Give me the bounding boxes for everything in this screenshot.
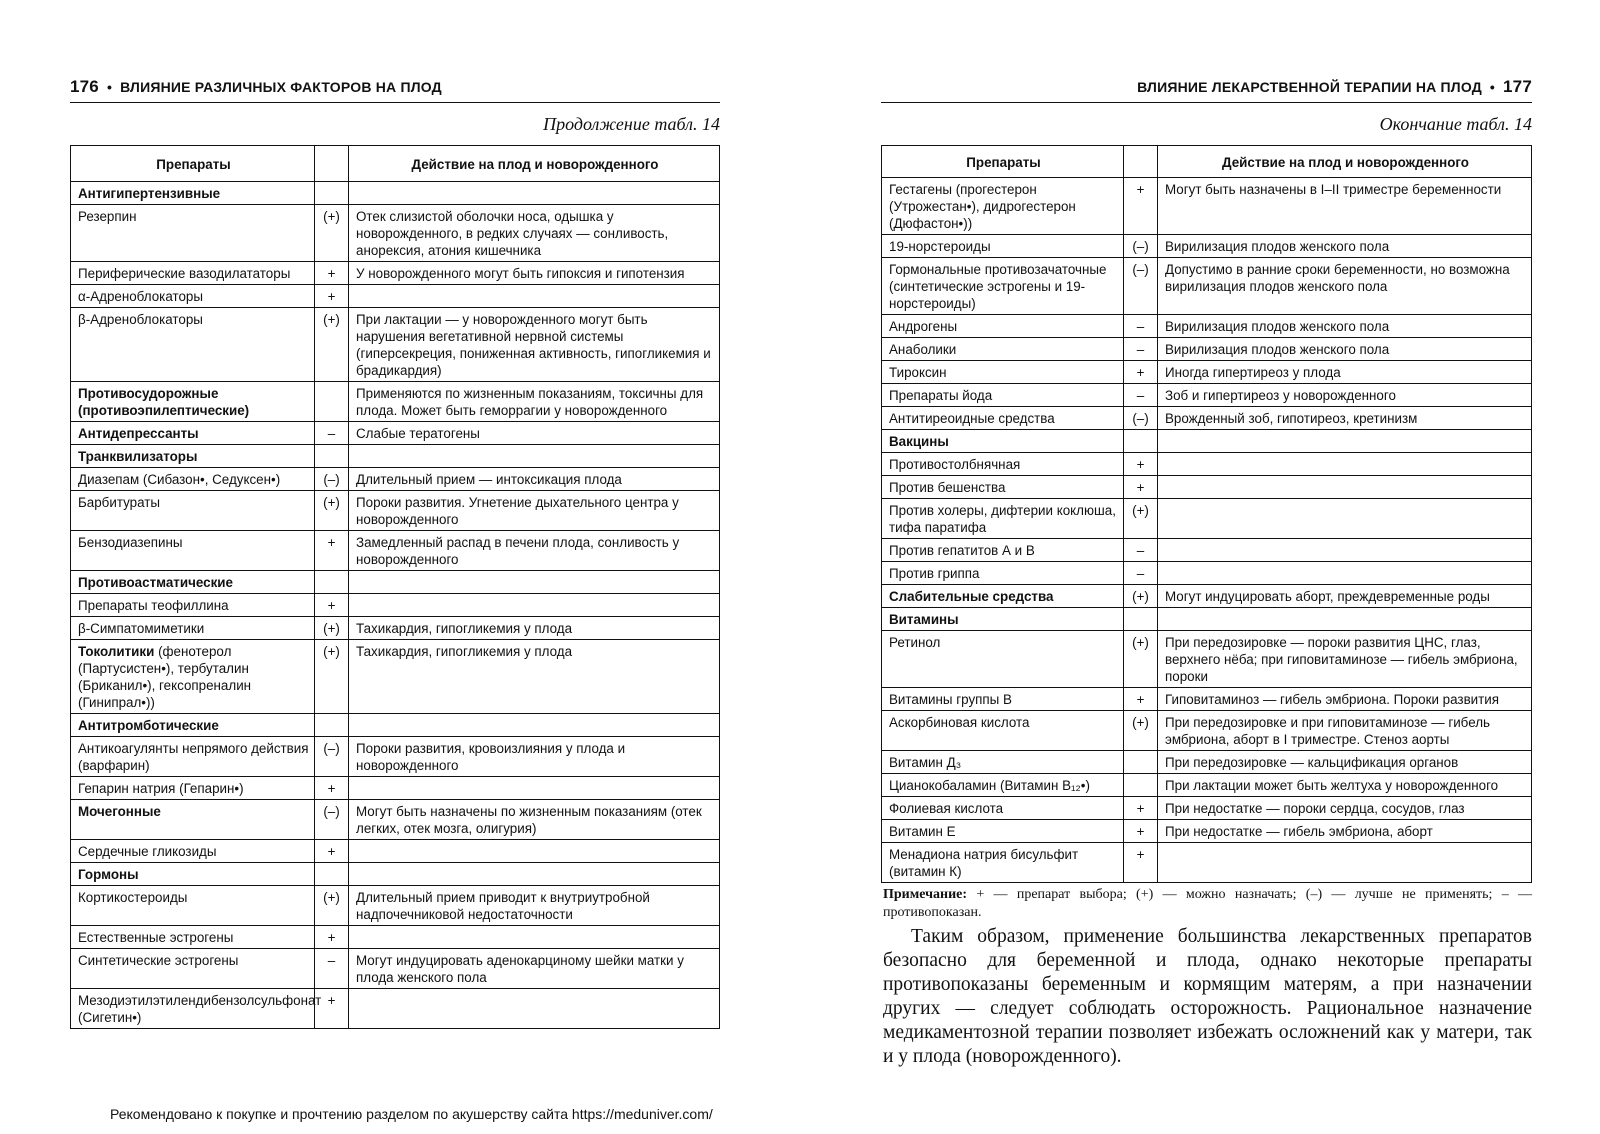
footer-recommendation[interactable]: Рекомендовано к покупке и прочтению разделом по акушерству сайта https://meduniver.com/ bbox=[110, 1106, 713, 1122]
table-row bbox=[71, 640, 720, 714]
table-row bbox=[882, 499, 1532, 539]
drug-name-cell: 19-норстероиды bbox=[882, 235, 1124, 258]
drug-name-cell: Против холеры, дифтерии коклюша, тифа паратифа bbox=[882, 499, 1124, 539]
fetal-effect-cell: Пороки развития, кровоизлияния у плода и новорожденного bbox=[349, 737, 720, 777]
recommendation-symbol: + bbox=[1124, 797, 1158, 820]
recommendation-symbol: (+) bbox=[315, 205, 349, 262]
drug-name-cell: Витамины группы В bbox=[882, 688, 1124, 711]
drug-name-cell: Мочегонные bbox=[71, 800, 315, 840]
recommendation-symbol: + bbox=[315, 840, 349, 863]
drug-name-cell: Мезодиэтилэтилендибензолсульфонат (Сигетин•) bbox=[71, 989, 315, 1029]
header-effect: Действие на плод и новорожденного bbox=[349, 146, 720, 182]
table-row bbox=[882, 384, 1532, 407]
drug-name-cell: Витамин Д₃ bbox=[882, 751, 1124, 774]
fetal-effect-cell: При передозировке и при гиповитаминозе — гибель эмбриона, аборт в I триместре. Стеноз аорты bbox=[1158, 711, 1532, 751]
table-header-row bbox=[882, 146, 1532, 178]
drug-name-cell: Антигипертензивные bbox=[71, 182, 315, 205]
drug-name-cell: Периферические вазодилататоры bbox=[71, 262, 315, 285]
drug-name-cell: Слабительные средства bbox=[882, 585, 1124, 608]
drug-name-cell: Тироксин bbox=[882, 361, 1124, 384]
drug-name-cell: Противоастматические bbox=[71, 571, 315, 594]
drug-name-cell: Препараты теофиллина bbox=[71, 594, 315, 617]
drug-name-cell: Против бешенства bbox=[882, 476, 1124, 499]
recommendation-symbol: (–) bbox=[315, 468, 349, 491]
table-row bbox=[882, 774, 1532, 797]
left-running-head bbox=[70, 78, 720, 103]
fetal-effect-cell: Вирилизация плодов женского пола bbox=[1158, 315, 1532, 338]
fetal-effect-cell: Тахикардия, гипогликемия у плода bbox=[349, 617, 720, 640]
recommendation-symbol bbox=[315, 571, 349, 594]
recommendation-symbol: (+) bbox=[1124, 499, 1158, 539]
recommendation-symbol: – bbox=[1124, 338, 1158, 361]
fetal-effect-cell bbox=[349, 926, 720, 949]
recommendation-symbol: (+) bbox=[315, 886, 349, 926]
fetal-effect-cell bbox=[349, 594, 720, 617]
drug-name-cell: Аскорбиновая кислота bbox=[882, 711, 1124, 751]
fetal-effect-cell bbox=[349, 285, 720, 308]
table-row bbox=[71, 989, 720, 1029]
recommendation-symbol: – bbox=[315, 949, 349, 989]
recommendation-symbol: + bbox=[315, 926, 349, 949]
drug-name-cell: Гепарин натрия (Гепарин•) bbox=[71, 777, 315, 800]
recommendation-symbol: + bbox=[315, 262, 349, 285]
table-row bbox=[882, 631, 1532, 688]
drug-name-cell: Против гепатитов А и В bbox=[882, 539, 1124, 562]
drug-name-cell: Анаболики bbox=[882, 338, 1124, 361]
table-row bbox=[71, 714, 720, 737]
table-row bbox=[71, 382, 720, 422]
recommendation-symbol: (+) bbox=[1124, 711, 1158, 751]
fetal-effect-cell: Зоб и гипертиреоз у новорожденного bbox=[1158, 384, 1532, 407]
fetal-effect-cell: Вирилизация плодов женского пола bbox=[1158, 338, 1532, 361]
table-row bbox=[882, 820, 1532, 843]
recommendation-symbol bbox=[315, 863, 349, 886]
fetal-effect-cell: При передозировке — кальцификация органов bbox=[1158, 751, 1532, 774]
fetal-effect-cell: Тахикардия, гипогликемия у плода bbox=[349, 640, 720, 714]
recommendation-symbol: + bbox=[1124, 820, 1158, 843]
fetal-effect-cell: Могут быть назначены в I–II триместре беременности bbox=[1158, 178, 1532, 235]
table-row bbox=[882, 711, 1532, 751]
table-row bbox=[882, 585, 1532, 608]
right-table-caption: Окончание табл. 14 bbox=[1379, 114, 1532, 134]
drug-name-cell: α-Адреноблокаторы bbox=[71, 285, 315, 308]
fetal-effect-cell: Замедленный распад в печени плода, сонливость у новорожденного bbox=[349, 531, 720, 571]
drug-name-cell: Антикоагулянты непрямого действия (варфарин) bbox=[71, 737, 315, 777]
table-row bbox=[882, 688, 1532, 711]
header-sym bbox=[1124, 146, 1158, 178]
note-text: + — препарат выбора; (+) — можно назначать; (–) — лучше не применять; – — противопоказан. bbox=[883, 887, 1532, 920]
drug-name-cell: Менадиона натрия бисульфит (витамин К) bbox=[882, 843, 1124, 883]
table-row bbox=[71, 840, 720, 863]
drug-name-cell: Вакцины bbox=[882, 430, 1124, 453]
drug-name-cell: Цианокобаламин (Витамин В₁₂•) bbox=[882, 774, 1124, 797]
recommendation-symbol: + bbox=[315, 285, 349, 308]
table-row bbox=[882, 797, 1532, 820]
table-row bbox=[71, 949, 720, 989]
drug-name-cell: Против гриппа bbox=[882, 562, 1124, 585]
recommendation-symbol: – bbox=[1124, 315, 1158, 338]
table-row bbox=[71, 617, 720, 640]
fetal-effect-cell bbox=[349, 840, 720, 863]
fetal-effect-cell bbox=[349, 445, 720, 468]
recommendation-symbol: + bbox=[1124, 178, 1158, 235]
right-drug-table bbox=[881, 145, 1532, 883]
left-running-title: ВЛИЯНИЕ РАЗЛИЧНЫХ ФАКТОРОВ НА ПЛОД bbox=[120, 79, 442, 95]
right-page-number: 177 bbox=[1503, 77, 1532, 96]
table-row bbox=[71, 445, 720, 468]
recommendation-symbol: (+) bbox=[1124, 585, 1158, 608]
table-row bbox=[71, 926, 720, 949]
fetal-effect-cell bbox=[1158, 539, 1532, 562]
fetal-effect-cell: Могут индуцировать аборт, преждевременные роды bbox=[1158, 585, 1532, 608]
recommendation-symbol: (–) bbox=[1124, 258, 1158, 315]
fetal-effect-cell: У новорожденного могут быть гипоксия и гипотензия bbox=[349, 262, 720, 285]
recommendation-symbol: + bbox=[1124, 361, 1158, 384]
fetal-effect-cell bbox=[1158, 453, 1532, 476]
drug-name-cell: β-Адреноблокаторы bbox=[71, 308, 315, 382]
recommendation-symbol bbox=[1124, 774, 1158, 797]
header-sym bbox=[315, 146, 349, 182]
table-row bbox=[71, 777, 720, 800]
table-row bbox=[71, 285, 720, 308]
header-drug: Препараты bbox=[882, 146, 1124, 178]
fetal-effect-cell: При передозировке — пороки развития ЦНС, глаз, верхнего нёба; при гиповитаминозе — гибель эмбриона, пороки bbox=[1158, 631, 1532, 688]
drug-name-cell: Резерпин bbox=[71, 205, 315, 262]
drug-name-cell: Ретинол bbox=[882, 631, 1124, 688]
table-row bbox=[71, 308, 720, 382]
table-row bbox=[71, 468, 720, 491]
table-row bbox=[71, 491, 720, 531]
header-effect: Действие на плод и новорожденного bbox=[1158, 146, 1532, 178]
fetal-effect-cell: При лактации — у новорожденного могут быть нарушения вегетативной нервной системы (гиперсекреция, пониженная активность, гипогликемия и брадикардия) bbox=[349, 308, 720, 382]
drug-name-cell: Витамин Е bbox=[882, 820, 1124, 843]
recommendation-symbol: + bbox=[1124, 688, 1158, 711]
fetal-effect-cell bbox=[349, 182, 720, 205]
table-row bbox=[882, 430, 1532, 453]
fetal-effect-cell: Гиповитаминоз — гибель эмбриона. Пороки развития bbox=[1158, 688, 1532, 711]
fetal-effect-cell bbox=[349, 863, 720, 886]
table-row bbox=[882, 315, 1532, 338]
table-row bbox=[71, 182, 720, 205]
recommendation-symbol: (–) bbox=[315, 800, 349, 840]
drug-name-cell: β-Симпатомиметики bbox=[71, 617, 315, 640]
right-running-title: ВЛИЯНИЕ ЛЕКАРСТВЕННОЙ ТЕРАПИИ НА ПЛОД bbox=[1137, 79, 1482, 95]
table-row bbox=[882, 338, 1532, 361]
table-row bbox=[71, 863, 720, 886]
recommendation-symbol: (–) bbox=[1124, 235, 1158, 258]
drug-name-cell: Антитиреоидные средства bbox=[882, 407, 1124, 430]
recommendation-symbol: (+) bbox=[1124, 631, 1158, 688]
table-row bbox=[71, 531, 720, 571]
recommendation-symbol: (–) bbox=[1124, 407, 1158, 430]
recommendation-symbol: (+) bbox=[315, 491, 349, 531]
table-row bbox=[71, 205, 720, 262]
table-note bbox=[883, 886, 1532, 922]
drug-name-cell: Препараты йода bbox=[882, 384, 1124, 407]
drug-name-cell: Бензодиазепины bbox=[71, 531, 315, 571]
recommendation-symbol: + bbox=[1124, 453, 1158, 476]
drug-name-cell: Фолиевая кислота bbox=[882, 797, 1124, 820]
table-row bbox=[882, 407, 1532, 430]
fetal-effect-cell: Отек слизистой оболочки носа, одышка у новорожденного, в редких случаях — сонливость, анорексия, атония кишечника bbox=[349, 205, 720, 262]
fetal-effect-cell bbox=[349, 777, 720, 800]
left-drug-table bbox=[70, 145, 720, 1029]
table-row bbox=[882, 562, 1532, 585]
drug-name-cell: Гормональные противозачаточные (синтетические эстрогены и 19-норстероиды) bbox=[882, 258, 1124, 315]
fetal-effect-cell: Могут быть назначены по жизненным показаниям (отек легких, отек мозга, олигурия) bbox=[349, 800, 720, 840]
recommendation-symbol: (+) bbox=[315, 617, 349, 640]
recommendation-symbol bbox=[315, 382, 349, 422]
recommendation-symbol: + bbox=[1124, 476, 1158, 499]
table-row bbox=[882, 453, 1532, 476]
table-row bbox=[71, 737, 720, 777]
body-paragraph: Таким образом, применение большинства лекарственных препаратов безопасно для беременной и плода, однако некоторые препараты противопоказаны беременным и кормящим матерям, а при назначении других — следует соблюдать осторожность. Рациональное назначение медикаментозной терапии позволяет избежать осложнений как у матери, так и у плода (новорожденного). bbox=[883, 926, 1532, 1067]
fetal-effect-cell bbox=[349, 989, 720, 1029]
drug-name-cell: Синтетические эстрогены bbox=[71, 949, 315, 989]
drug-name-cell: Андрогены bbox=[882, 315, 1124, 338]
fetal-effect-cell bbox=[349, 571, 720, 594]
drug-name-cell: Противостолбнячная bbox=[882, 453, 1124, 476]
table-row bbox=[71, 262, 720, 285]
fetal-effect-cell: При лактации может быть желтуха у новорожденного bbox=[1158, 774, 1532, 797]
fetal-effect-cell bbox=[1158, 843, 1532, 883]
recommendation-symbol: – bbox=[315, 422, 349, 445]
table-row bbox=[882, 843, 1532, 883]
table-row bbox=[882, 258, 1532, 315]
table-row bbox=[882, 235, 1532, 258]
fetal-effect-cell bbox=[1158, 608, 1532, 631]
drug-name-cell bbox=[71, 640, 315, 714]
table-header-row bbox=[71, 146, 720, 182]
drug-name-cell: Транквилизаторы bbox=[71, 445, 315, 468]
table-row bbox=[882, 178, 1532, 235]
left-page-number: 176 bbox=[70, 77, 99, 96]
table-row bbox=[71, 886, 720, 926]
table-row bbox=[882, 539, 1532, 562]
drug-name-cell: Гестагены (прогестерон (Утрожестан•), дидрогестерон (Дюфастон•)) bbox=[882, 178, 1124, 235]
note-label: Примечание: bbox=[883, 887, 968, 902]
fetal-effect-cell: Врожденный зоб, гипотиреоз, кретинизм bbox=[1158, 407, 1532, 430]
recommendation-symbol: – bbox=[1124, 384, 1158, 407]
fetal-effect-cell: Пороки развития. Угнетение дыхательного центра у новорожденного bbox=[349, 491, 720, 531]
table-row bbox=[71, 571, 720, 594]
left-table-caption: Продолжение табл. 14 bbox=[543, 114, 720, 134]
recommendation-symbol: + bbox=[315, 989, 349, 1029]
bullet-icon: • bbox=[1489, 79, 1496, 95]
table-row bbox=[71, 422, 720, 445]
recommendation-symbol: + bbox=[315, 777, 349, 800]
drug-name-cell: Гормоны bbox=[71, 863, 315, 886]
drug-name-cell: Антидепрессанты bbox=[71, 422, 315, 445]
recommendation-symbol bbox=[315, 445, 349, 468]
fetal-effect-cell: Вирилизация плодов женского пола bbox=[1158, 235, 1532, 258]
bullet-icon: • bbox=[106, 79, 113, 95]
fetal-effect-cell bbox=[1158, 430, 1532, 453]
drug-name-cell: Барбитураты bbox=[71, 491, 315, 531]
drug-name-rest: (фенотерол (Партусистен•), тербуталин (Бриканил•), гексопреналин (Гинипрал•)) bbox=[78, 644, 252, 710]
drug-name-cell: Противосудорожные (противоэпилептические) bbox=[71, 382, 315, 422]
recommendation-symbol bbox=[315, 714, 349, 737]
recommendation-symbol bbox=[1124, 430, 1158, 453]
recommendation-symbol bbox=[1124, 608, 1158, 631]
recommendation-symbol bbox=[1124, 751, 1158, 774]
table-row bbox=[882, 361, 1532, 384]
header-drug: Препараты bbox=[71, 146, 315, 182]
drug-name-cell: Сердечные гликозиды bbox=[71, 840, 315, 863]
fetal-effect-cell: Применяются по жизненным показаниям, токсичны для плода. Может быть геморрагии у новорожденного bbox=[349, 382, 720, 422]
table-row bbox=[882, 608, 1532, 631]
drug-name-cell: Диазепам (Сибазон•, Седуксен•) bbox=[71, 468, 315, 491]
recommendation-symbol: + bbox=[1124, 843, 1158, 883]
recommendation-symbol: (–) bbox=[315, 737, 349, 777]
fetal-effect-cell: Длительный прием — интоксикация плода bbox=[349, 468, 720, 491]
recommendation-symbol: – bbox=[1124, 562, 1158, 585]
recommendation-symbol: (+) bbox=[315, 308, 349, 382]
drug-name-cell: Витамины bbox=[882, 608, 1124, 631]
fetal-effect-cell: Допустимо в ранние сроки беременности, но возможна вирилизация плодов женского пола bbox=[1158, 258, 1532, 315]
table-row bbox=[882, 751, 1532, 774]
table-row bbox=[71, 800, 720, 840]
fetal-effect-cell bbox=[1158, 499, 1532, 539]
fetal-effect-cell bbox=[1158, 476, 1532, 499]
table-row bbox=[71, 594, 720, 617]
fetal-effect-cell: Иногда гипертиреоз у плода bbox=[1158, 361, 1532, 384]
drug-name-cell: Кортикостероиды bbox=[71, 886, 315, 926]
fetal-effect-cell bbox=[349, 714, 720, 737]
fetal-effect-cell: Слабые тератогены bbox=[349, 422, 720, 445]
drug-name-cell: Антитромботические bbox=[71, 714, 315, 737]
fetal-effect-cell: Длительный прием приводит к внутриутробной надпочечниковой недостаточности bbox=[349, 886, 720, 926]
recommendation-symbol: – bbox=[1124, 539, 1158, 562]
recommendation-symbol: + bbox=[315, 531, 349, 571]
table-row bbox=[882, 476, 1532, 499]
fetal-effect-cell: При недостатке — пороки сердца, сосудов, глаз bbox=[1158, 797, 1532, 820]
recommendation-symbol: (+) bbox=[315, 640, 349, 714]
right-running-head bbox=[881, 78, 1532, 103]
drug-name-bold: Токолитики bbox=[78, 644, 155, 659]
fetal-effect-cell bbox=[1158, 562, 1532, 585]
drug-name-cell: Естественные эстрогены bbox=[71, 926, 315, 949]
recommendation-symbol bbox=[315, 182, 349, 205]
recommendation-symbol: + bbox=[315, 594, 349, 617]
fetal-effect-cell: Могут индуцировать аденокарциному шейки матки у плода женского пола bbox=[349, 949, 720, 989]
fetal-effect-cell: При недостатке — гибель эмбриона, аборт bbox=[1158, 820, 1532, 843]
